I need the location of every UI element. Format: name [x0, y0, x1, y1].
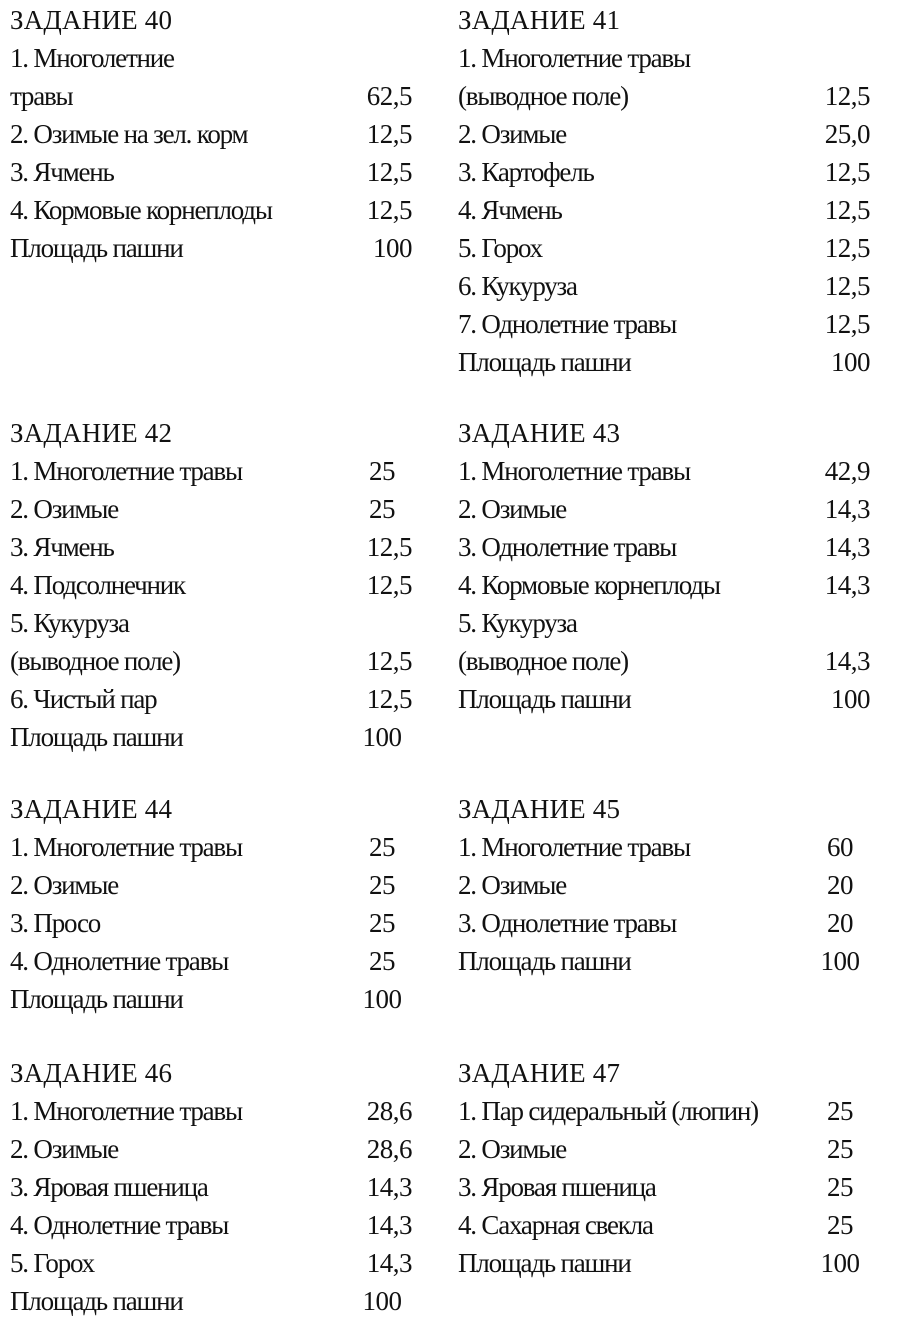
- crop-name: травы: [10, 81, 73, 111]
- total-row: [458, 1244, 878, 1282]
- crop-share: 12,5: [366, 646, 412, 676]
- crop-share: 12,5: [366, 684, 412, 714]
- crop-share: 25: [369, 832, 395, 862]
- crop-share: 12,5: [824, 309, 870, 339]
- crop-share: 12,5: [366, 195, 412, 225]
- crop-name: 4. Сахарная свекла: [458, 1210, 653, 1240]
- crop-name: 4. Однолетние травы: [10, 946, 229, 976]
- crop-share: 12,5: [824, 233, 870, 263]
- crop-name: 3. Яровая пшеница: [458, 1172, 656, 1202]
- crop-row: [458, 904, 878, 942]
- crop-row: [458, 39, 878, 77]
- task-title: ЗАДАНИЕ 47: [458, 1058, 621, 1088]
- crop-share: 25: [827, 1172, 853, 1202]
- crop-share: 20: [827, 870, 853, 900]
- crop-name: 2. Озимые: [10, 870, 119, 900]
- crop-name: 3. Яровая пшеница: [10, 1172, 208, 1202]
- crop-row: [10, 39, 430, 77]
- crop-share: 25: [369, 908, 395, 938]
- crop-name: 5. Горох: [10, 1248, 94, 1278]
- total-label: Площадь пашни: [458, 347, 631, 377]
- crop-share: 25,0: [824, 119, 870, 149]
- crop-row: [10, 1168, 430, 1206]
- task-40: [10, 1, 430, 267]
- crop-row: [10, 1130, 430, 1168]
- total-label: Площадь пашни: [10, 233, 183, 263]
- crop-row: [458, 267, 878, 305]
- crop-name: 1. Многолетние травы: [10, 832, 242, 862]
- crop-row: [10, 528, 430, 566]
- crop-row: [10, 566, 430, 604]
- crop-row: [458, 490, 878, 528]
- crop-row: [10, 866, 430, 904]
- task-title: ЗАДАНИЕ 41: [458, 5, 621, 35]
- crop-name: 6. Чистый пар: [10, 684, 157, 714]
- task-43: [458, 414, 878, 718]
- task-title: ЗАДАНИЕ 43: [458, 418, 621, 448]
- total-value: 100: [831, 684, 870, 714]
- crop-row: [10, 153, 430, 191]
- crop-row: [458, 115, 878, 153]
- crop-row: [10, 942, 430, 980]
- crop-share: 12,5: [366, 570, 412, 600]
- crop-row: [10, 452, 430, 490]
- crop-name: 6. Кукуруза: [458, 271, 577, 301]
- crop-row: [458, 1168, 878, 1206]
- total-value: 100: [373, 233, 412, 263]
- crop-row: [458, 566, 878, 604]
- crop-share: 42,9: [824, 456, 870, 486]
- crop-name: 2. Озимые: [458, 1134, 567, 1164]
- crop-row: [458, 1130, 878, 1168]
- crop-row: [458, 528, 878, 566]
- crop-name: (выводное поле): [458, 646, 628, 676]
- crop-name: 2. Озимые: [10, 1134, 119, 1164]
- crop-share: 62,5: [366, 81, 412, 111]
- task-title: ЗАДАНИЕ 45: [458, 794, 621, 824]
- crop-share: 12,5: [366, 119, 412, 149]
- crop-name: (выводное поле): [458, 81, 628, 111]
- crop-share: 14,3: [366, 1248, 412, 1278]
- crop-name: 2. Озимые: [458, 119, 567, 149]
- crop-name: 4. Подсолнечник: [10, 570, 185, 600]
- crop-name: 5. Кукуруза: [458, 608, 577, 638]
- total-row: [10, 718, 430, 756]
- crop-name: 1. Многолетние травы: [458, 43, 690, 73]
- crop-row: [10, 1206, 430, 1244]
- crop-name: 3. Картофель: [458, 157, 594, 187]
- crop-share: 28,6: [366, 1134, 412, 1164]
- task-title: ЗАДАНИЕ 44: [10, 794, 173, 824]
- crop-name: 2. Озимые: [458, 494, 567, 524]
- crop-share: 12,5: [366, 157, 412, 187]
- crop-name: 1. Многолетние травы: [458, 456, 690, 486]
- total-row: [10, 229, 430, 267]
- crop-row: [10, 191, 430, 229]
- crop-row: [10, 680, 430, 718]
- crop-share: 14,3: [824, 570, 870, 600]
- crop-name: 5. Кукуруза: [10, 608, 129, 638]
- crop-name: 5. Горох: [458, 233, 542, 263]
- task-41: [458, 1, 878, 381]
- crop-name: 1. Пар сидеральный (люпин): [458, 1096, 758, 1126]
- crop-share: 25: [369, 870, 395, 900]
- crop-share: 12,5: [824, 195, 870, 225]
- total-value: 100: [831, 347, 870, 377]
- crop-share: 14,3: [824, 532, 870, 562]
- crop-share: 25: [369, 494, 395, 524]
- total-row: [458, 343, 878, 381]
- crop-row: [10, 115, 430, 153]
- crop-row: [458, 866, 878, 904]
- crop-row: [458, 191, 878, 229]
- task-44: [10, 790, 430, 1018]
- total-label: Площадь пашни: [10, 722, 183, 752]
- crop-share: 12,5: [824, 157, 870, 187]
- crop-share: 14,3: [824, 494, 870, 524]
- crop-share: 25: [827, 1210, 853, 1240]
- crop-row: [10, 1092, 430, 1130]
- crop-row: [458, 153, 878, 191]
- total-value: 100: [362, 722, 402, 752]
- crop-row: [458, 229, 878, 267]
- crop-name: 4. Кормовые корнеплоды: [458, 570, 720, 600]
- task-42: [10, 414, 430, 756]
- total-row: [10, 980, 430, 1018]
- task-title: ЗАДАНИЕ 40: [10, 5, 173, 35]
- crop-name: 1. Многолетние травы: [458, 832, 690, 862]
- crop-share: 25: [369, 456, 395, 486]
- crop-name: 3. Ячмень: [10, 157, 114, 187]
- crop-row: [10, 604, 430, 642]
- crop-share: 14,3: [824, 646, 870, 676]
- crop-share: 25: [827, 1134, 853, 1164]
- crop-name: 1. Многолетние травы: [10, 456, 242, 486]
- crop-row: [458, 1092, 878, 1130]
- crop-name: 1. Многолетние: [10, 43, 174, 73]
- crop-name: 3. Однолетние травы: [458, 908, 677, 938]
- crop-row: [10, 1244, 430, 1282]
- crop-row: [10, 77, 430, 115]
- crop-share: 12,5: [824, 271, 870, 301]
- total-label: Площадь пашни: [10, 984, 183, 1014]
- crop-row: [458, 828, 878, 866]
- crop-share: 12,5: [366, 532, 412, 562]
- task-45: [458, 790, 878, 980]
- crop-row: [458, 77, 878, 115]
- crop-name: 3. Просо: [10, 908, 101, 938]
- crop-share: 28,6: [366, 1096, 412, 1126]
- task-title: ЗАДАНИЕ 42: [10, 418, 173, 448]
- crop-row: [10, 828, 430, 866]
- crop-name: 3. Ячмень: [10, 532, 114, 562]
- crop-name: 3. Однолетние травы: [458, 532, 677, 562]
- total-label: Площадь пашни: [458, 1248, 631, 1278]
- crop-row: [458, 642, 878, 680]
- crop-row: [458, 305, 878, 343]
- crop-share: 25: [369, 946, 395, 976]
- crop-share: 14,3: [366, 1172, 412, 1202]
- crop-share: 25: [827, 1096, 853, 1126]
- crop-row: [458, 452, 878, 490]
- total-value: 100: [362, 1286, 402, 1316]
- crop-name: 2. Озимые: [10, 494, 119, 524]
- crop-name: 4. Однолетние травы: [10, 1210, 229, 1240]
- total-row: [458, 680, 878, 718]
- total-value: 100: [820, 946, 860, 976]
- crop-name: 7. Однолетние травы: [458, 309, 677, 339]
- crop-name: 4. Кормовые корнеплоды: [10, 195, 272, 225]
- crop-row: [458, 1206, 878, 1244]
- crop-name: 2. Озимые: [458, 870, 567, 900]
- total-label: Площадь пашни: [458, 946, 631, 976]
- crop-share: 60: [827, 832, 853, 862]
- crop-name: (выводное поле): [10, 646, 180, 676]
- total-label: Площадь пашни: [10, 1286, 183, 1316]
- crop-share: 20: [827, 908, 853, 938]
- total-row: [458, 942, 878, 980]
- crop-row: [10, 490, 430, 528]
- crop-share: 14,3: [366, 1210, 412, 1240]
- crop-name: 4. Ячмень: [458, 195, 562, 225]
- total-label: Площадь пашни: [458, 684, 631, 714]
- task-46: [10, 1054, 430, 1320]
- task-47: [458, 1054, 878, 1282]
- crop-row: [10, 904, 430, 942]
- total-value: 100: [362, 984, 402, 1014]
- crop-name: 2. Озимые на зел. корм: [10, 119, 248, 149]
- crop-name: 1. Многолетние травы: [10, 1096, 242, 1126]
- crop-row: [458, 604, 878, 642]
- crop-row: [10, 642, 430, 680]
- total-row: [10, 1282, 430, 1320]
- task-title: ЗАДАНИЕ 46: [10, 1058, 173, 1088]
- total-value: 100: [820, 1248, 860, 1278]
- crop-share: 12,5: [824, 81, 870, 111]
